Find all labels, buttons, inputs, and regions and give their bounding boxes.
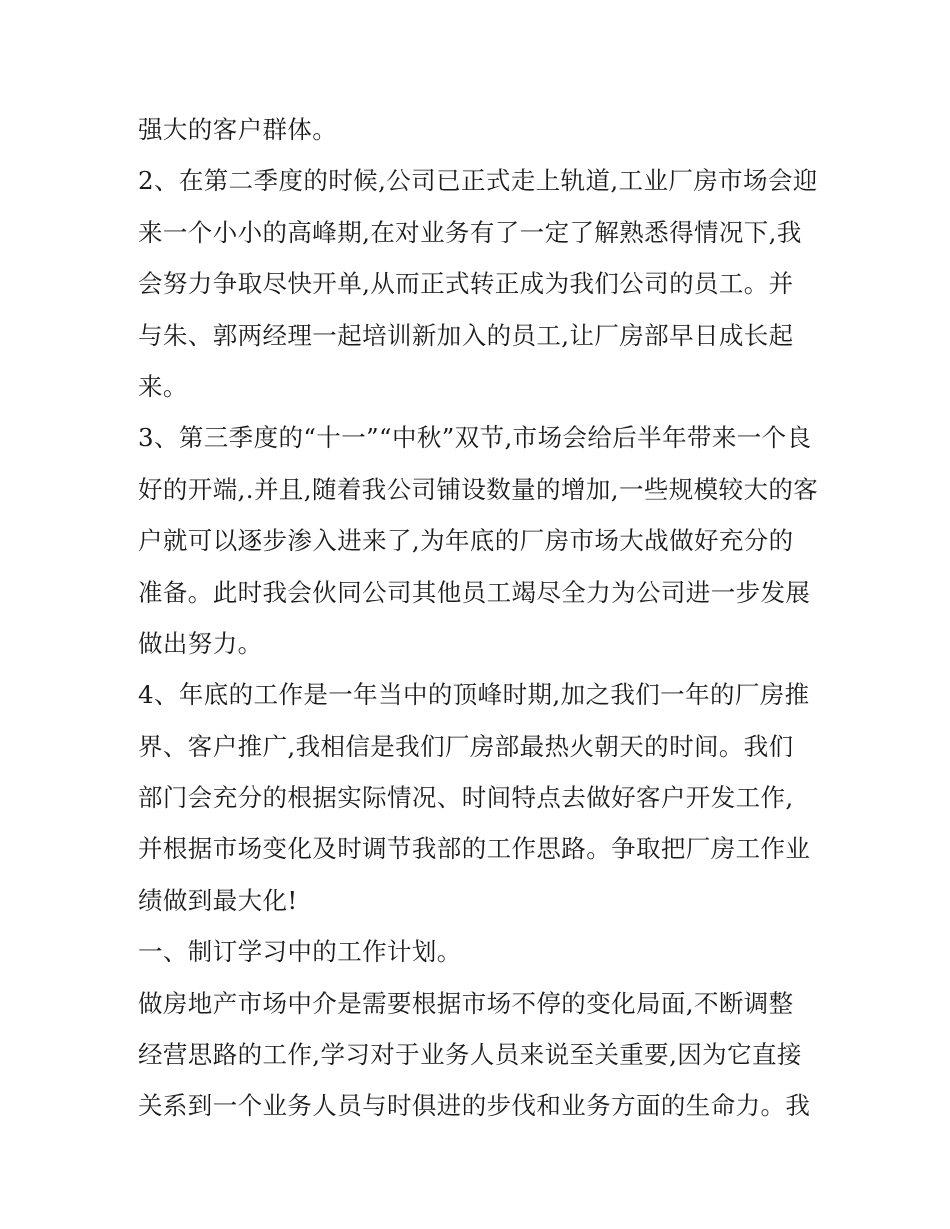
text-line: 关系到一个业务人员与时俱进的步伐和业务方面的生命力。我 bbox=[138, 1091, 811, 1121]
text-line: 来。 bbox=[138, 371, 188, 401]
text-line: 并根据市场变化及时调节我部的工作思路。争取把厂房工作业 bbox=[138, 834, 811, 864]
text-line: 来一个小小的高峰期,在对业务有了一定了解熟悉得情况下,我 bbox=[138, 217, 802, 247]
text-line: 做房地产市场中介是需要根据市场不停的变化局面,不断调整 bbox=[138, 988, 794, 1018]
text-line: 好的开端,.并且,随着我公司铺设数量的增加,一些规模较大的客 bbox=[138, 474, 819, 504]
text-line: 会努力争取尽快开单,从而正式转正成为我们公司的员工。并 bbox=[138, 269, 794, 299]
text-line: 绩做到最大化! bbox=[138, 885, 298, 915]
text-line: 户就可以逐步渗入进来了,为年底的厂房市场大战做好充分的 bbox=[138, 526, 794, 556]
text-line: 界、客户推广,我相信是我们厂房部最热火朝天的时间。我们 bbox=[138, 731, 794, 761]
text-line: 准备。此时我会伙同公司其他员工竭尽全力为公司进一步发展 bbox=[138, 577, 811, 607]
text-line: 经营思路的工作,学习对于业务人员来说至关重要,因为它直接 bbox=[138, 1040, 802, 1070]
text-line: 一、制订学习中的工作计划。 bbox=[138, 937, 462, 967]
text-line: 与朱、郭两经理一起培训新加入的员工,让厂房部早日成长起 bbox=[138, 320, 794, 350]
text-line: 强大的客户群体。 bbox=[138, 115, 338, 144]
text-line: 4、年底的工作是一年当中的顶峰时期,加之我们一年的厂房推 bbox=[138, 680, 810, 710]
document-body bbox=[138, 104, 828, 1132]
text-line: 部门会充分的根据实际情况、时间特点去做好客户开发工作, bbox=[138, 783, 794, 813]
text-line: 2、在第二季度的时候,公司已正式走上轨道,工业厂房市场会迎 bbox=[138, 166, 818, 196]
text-line: 做出努力。 bbox=[138, 628, 263, 658]
text-line: 3、第三季度的“十一”“中秋”双节,市场会给后半年带来一个良 bbox=[138, 423, 812, 453]
